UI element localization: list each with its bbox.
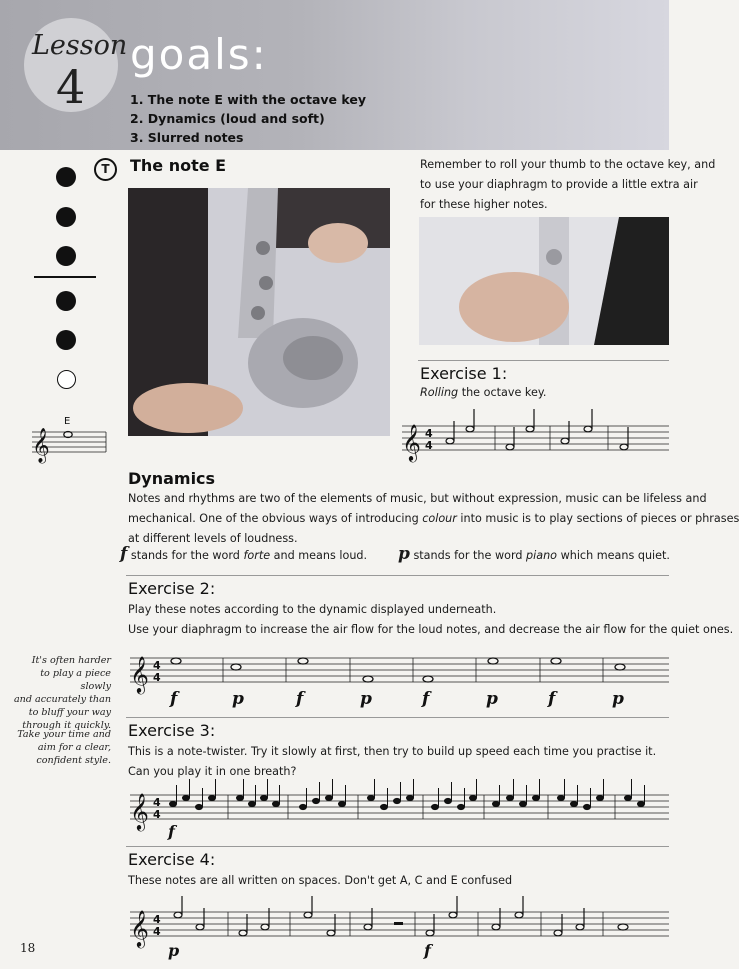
exercise1-subtitle-italic: Rolling <box>420 386 459 399</box>
forte-word: forte <box>243 549 271 562</box>
exercise1-rule <box>418 360 669 361</box>
side-note-slow <box>10 654 111 732</box>
dynamics-line: at different levels of loudness. <box>128 532 298 545</box>
dynamic-marking: f <box>422 689 430 709</box>
dynamic-marking: f <box>170 689 178 709</box>
side-note-line: confident style. <box>36 755 111 766</box>
lesson-word: Lesson <box>32 30 128 61</box>
exercise2-staff <box>128 648 669 710</box>
time-signature-bottom: 4 <box>425 439 433 452</box>
note-e-title: The note E <box>130 156 227 175</box>
side-note-line: It's often harder <box>31 655 111 666</box>
exercise1-staff <box>400 412 669 461</box>
saxophone-photo <box>128 188 390 436</box>
forte-symbol: f <box>120 544 128 564</box>
thumb-key-badge: T <box>94 158 117 181</box>
side-note-line: through it quickly. <box>22 720 111 731</box>
forte-definition <box>120 544 367 566</box>
exercise1-subtitle-rest: the octave key. <box>458 386 547 399</box>
side-note-line: to play a piece slowly <box>40 668 111 692</box>
side-note-line: to bluff your way <box>28 707 111 718</box>
dynamics-colour-word: colour <box>422 512 457 525</box>
fingering-divider <box>34 276 96 278</box>
exercise3-line: Can you play it in one breath? <box>128 765 297 778</box>
dynamic-marking: p <box>486 689 498 709</box>
forte-text: and means loud. <box>270 549 368 562</box>
intro-line: for these higher notes. <box>420 198 548 211</box>
piano-symbol: p <box>398 544 410 564</box>
time-signature-bottom: 4 <box>153 671 161 684</box>
time-signature-bottom: 4 <box>153 808 161 821</box>
dynamic-marking: p <box>232 689 244 709</box>
exercise4-title: Exercise 4: <box>128 850 216 869</box>
closed-hole-icon <box>56 291 76 311</box>
exercise3-staff <box>128 785 669 841</box>
exercise4-text <box>128 871 669 891</box>
treble-clef-icon: 𝄞 <box>130 909 149 947</box>
side-note-style <box>10 728 111 767</box>
time-signature-bottom: 4 <box>153 925 161 938</box>
goals-title: goals: <box>130 30 268 79</box>
dynamics-title: Dynamics <box>128 469 216 488</box>
goal-item: 3. Slurred notes <box>130 130 244 145</box>
dynamics-line: Notes and rhythms are two of the elements of music, but without expression, music can be lifeless and <box>128 492 707 505</box>
closed-hole-icon <box>56 207 76 227</box>
note-e-staff-label: E <box>64 416 71 427</box>
piano-text: stands for the word <box>409 549 527 562</box>
page-number: 18 <box>20 941 36 955</box>
dynamics-line-part: mechanical. One of the obvious ways of introducing <box>128 512 423 525</box>
exercise2-line: Use your diaphragm to increase the air flow for the loud notes, and decrease the air flow for the quiet ones. <box>128 623 734 636</box>
goal-list <box>130 90 366 147</box>
exercise2-text <box>128 600 734 640</box>
lesson-number: 4 <box>56 60 86 114</box>
open-hole-icon <box>57 370 76 389</box>
dynamics-line <box>128 509 739 529</box>
closed-hole-icon <box>56 246 76 266</box>
exercise3-text <box>128 742 669 782</box>
dynamic-marking: f <box>296 689 304 709</box>
note-e-intro <box>420 155 716 215</box>
exercise2-rule <box>126 575 669 576</box>
exercise3-rule <box>126 717 669 718</box>
dynamic-marking: f <box>168 822 175 841</box>
goal-item: 2. Dynamics (loud and soft) <box>130 111 325 126</box>
closed-hole-icon <box>56 167 76 187</box>
piano-word: piano <box>526 549 558 562</box>
closed-hole-icon <box>56 330 76 350</box>
intro-line: to use your diaphragm to provide a little extra air <box>420 178 698 191</box>
dynamics-text <box>128 489 739 549</box>
exercise3-line: This is a note-twister. Try it slowly at first, then try to build up speed each time you practise it. <box>128 745 657 758</box>
exercise2-title: Exercise 2: <box>128 579 216 598</box>
exercise3-title: Exercise 3: <box>128 721 216 740</box>
piano-definition <box>398 544 669 566</box>
time-signature-top: 4 <box>153 913 161 926</box>
note-e-staff <box>30 412 110 462</box>
time-signature-top: 4 <box>153 796 161 809</box>
rest-icon <box>394 922 403 925</box>
exercise1-title: Exercise 1: <box>420 364 508 383</box>
time-signature-top: 4 <box>425 427 433 440</box>
intro-line: Remember to roll your thumb to the octave key, and <box>420 158 716 171</box>
exercise4-rule <box>126 846 669 847</box>
dynamic-marking: f <box>548 689 556 709</box>
treble-clef-icon: 𝄞 <box>32 428 50 463</box>
time-signature-top: 4 <box>153 659 161 672</box>
side-note-line: Take your time and <box>17 729 111 740</box>
exercise1-subtitle <box>420 383 546 403</box>
dynamic-marking: p <box>168 941 180 960</box>
octave-key-photo <box>419 217 669 345</box>
side-note-line: and accurately than <box>13 694 111 705</box>
goal-item: 1. The note E with the octave key <box>130 92 366 107</box>
dynamic-marking: p <box>360 689 372 709</box>
treble-clef-icon: 𝄞 <box>130 655 149 693</box>
dynamics-line-part: into music is to play sections of pieces or phrases <box>456 512 739 525</box>
dynamic-marking: p <box>612 689 624 709</box>
dynamic-marking: f <box>424 941 431 960</box>
side-note-line: aim for a clear, <box>37 742 111 753</box>
exercise4-staff <box>128 900 669 960</box>
exercise4-line: These notes are all written on spaces. Don't get A, C and E confused <box>128 874 513 887</box>
treble-clef-icon: 𝄞 <box>130 792 149 830</box>
piano-text: which means quiet. <box>557 549 670 562</box>
exercise2-line: Play these notes according to the dynamic displayed underneath. <box>128 603 497 616</box>
forte-text: stands for the word <box>127 549 244 562</box>
treble-clef-icon: 𝄞 <box>402 423 421 461</box>
